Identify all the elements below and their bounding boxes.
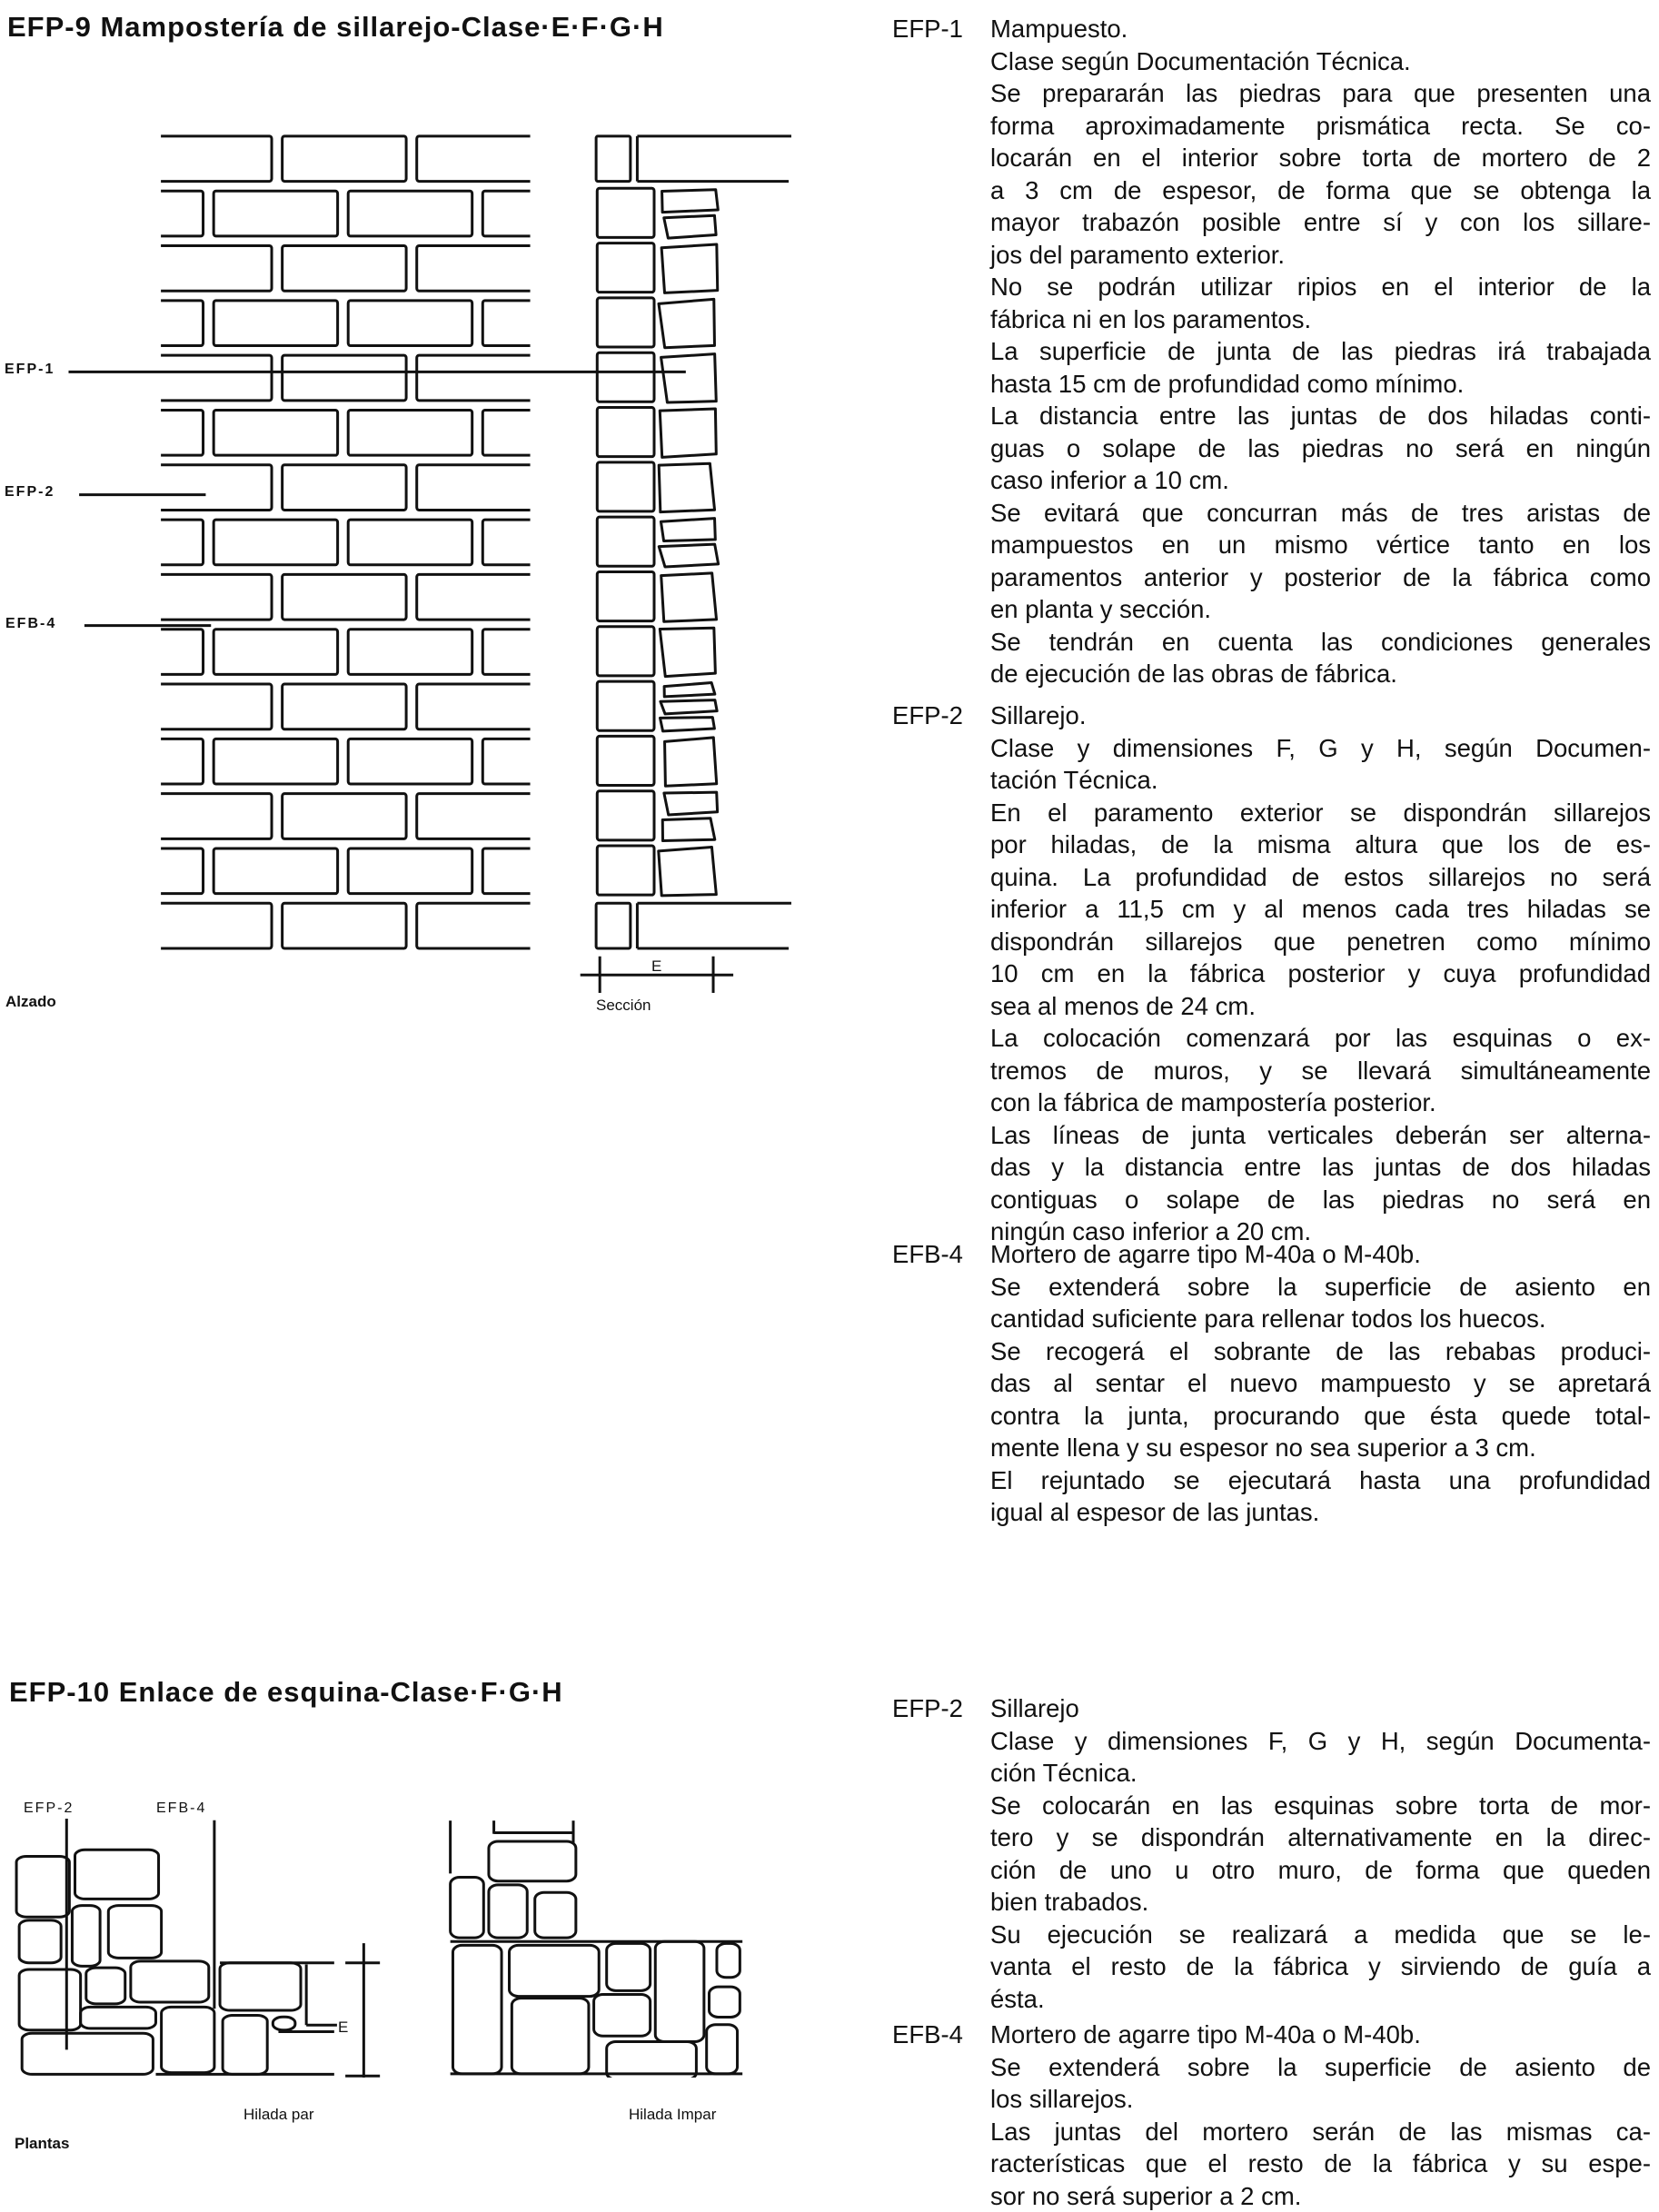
caption-seccion: Sección <box>596 997 651 1015</box>
spec-line: ningún caso inferior a 20 cm. <box>990 1215 1651 1248</box>
efp9-title: EFP-9 Mampostería de sillarejo-Clase·E·F·G·H <box>7 11 664 44</box>
spec-line: 10 cm en la fábrica posterior y cuya profundidad <box>990 957 1651 990</box>
brick <box>79 301 203 346</box>
spec-line: guas o solape de las piedras no será en ningún <box>990 432 1651 465</box>
plan-stone <box>75 1850 159 1899</box>
spec-line: Se recogerá el sobrante de las rebabas produci- <box>990 1335 1651 1368</box>
spec-line: fábrica ni en los paramentos. <box>990 303 1651 336</box>
spec-line: Las juntas del mortero serán de las mismas ca- <box>990 2116 1651 2148</box>
spec-efp-2 <box>892 699 1651 1248</box>
spec-line: tación Técnica. <box>990 764 1651 797</box>
brick <box>417 903 541 948</box>
section-ashlar <box>597 681 654 730</box>
brick <box>148 684 272 729</box>
brick <box>0 848 68 894</box>
spec-line: Se colocarán en las esquinas sobre torta de mor- <box>990 1790 1651 1822</box>
spec-line: contra la junta, procurando que ésta quede total- <box>990 1400 1651 1433</box>
plan-stone <box>707 2025 738 2074</box>
spec-line: bien trabados. <box>990 1886 1651 1919</box>
plan-stone <box>273 2017 295 2029</box>
plan-stone <box>451 1878 484 1939</box>
section-stone <box>659 463 714 511</box>
spec-line: mampuestos en un mismo vértice tanto en los <box>990 529 1651 561</box>
brick <box>148 903 272 948</box>
spec-line: por hiladas, de la misma altura que los de es- <box>990 828 1651 861</box>
brick <box>417 684 541 729</box>
brick <box>348 520 472 565</box>
spec-line: de ejecución de las obras de fábrica. <box>990 658 1651 690</box>
plan-stone <box>19 1969 81 2030</box>
brick <box>14 794 137 839</box>
brick <box>348 191 472 236</box>
plan-stone <box>223 2015 267 2074</box>
spec-efb-4 <box>892 2019 1651 2212</box>
section-ashlar <box>597 243 654 293</box>
section-stone <box>659 299 714 347</box>
plan-label-efp2: EFP-2 <box>24 1800 74 1817</box>
spec-line: sea al menos de 24 cm. <box>990 990 1651 1023</box>
spec-line: tero y se dispondrán alternativamente en la direc- <box>990 1821 1651 1854</box>
spec-line: ción Técnica. <box>990 1757 1651 1790</box>
plan-stone <box>607 2041 697 2078</box>
brick <box>348 630 472 675</box>
brick <box>482 191 606 236</box>
brick <box>348 848 472 894</box>
spec-line: dispondrán sillarejos que penetren como mínimo <box>990 926 1651 958</box>
brick <box>417 246 541 292</box>
brick <box>0 191 68 236</box>
brick <box>214 739 337 784</box>
drawing-line <box>451 1841 740 2078</box>
plan-stone <box>108 1906 161 1959</box>
plan-hilada-impar <box>445 1817 745 2078</box>
spec-line: das y la distancia entre las juntas de dos hiladas <box>990 1151 1651 1184</box>
spec-line: La colocación comenzará por las esquinas o ex- <box>990 1022 1651 1055</box>
brick <box>214 520 337 565</box>
brick <box>283 465 406 511</box>
plan-stone <box>220 1963 301 2010</box>
plan-stone <box>86 1968 125 2004</box>
brick <box>0 520 68 565</box>
spec-line: paramentos anterior y posterior de la fábrica como <box>990 561 1651 594</box>
spec-efp-2 <box>892 1692 1651 2015</box>
spec-line: Se extenderá sobre la superficie de asiento de <box>990 2051 1651 2084</box>
plan-stone <box>19 1920 61 1963</box>
brick <box>283 903 406 948</box>
brick <box>214 191 337 236</box>
plan-stone <box>510 1945 600 1996</box>
brick <box>79 520 203 565</box>
spec-line: Sillarejo. <box>990 699 1651 732</box>
brick <box>214 848 337 894</box>
spec-line: La distancia entre las juntas de dos hiladas conti- <box>990 400 1651 432</box>
spec-line: Mortero de agarre tipo M-40a o M-40b. <box>990 2019 1651 2051</box>
plan-hilada-par <box>14 1819 382 2078</box>
caption-hilada-impar: Hilada Impar <box>629 2106 716 2124</box>
section-stone <box>661 573 717 621</box>
elevation-brick-wall <box>0 136 607 948</box>
spec-line: forma aproximadamente prismática recta. Se co- <box>990 110 1651 143</box>
spec-line: los sillarejos. <box>990 2083 1651 2116</box>
section-ashlar <box>597 571 654 620</box>
wall-section <box>596 136 791 948</box>
plan-stone <box>655 1941 704 2041</box>
efp9-drawing <box>0 0 818 1045</box>
spec-efp-1 <box>892 13 1651 690</box>
brick <box>14 246 137 292</box>
section-block <box>596 136 631 182</box>
plan-stone <box>594 1994 651 2036</box>
section-stone <box>661 519 715 541</box>
spec-line: Se tendrán en cuenta las condiciones generales <box>990 626 1651 659</box>
spec-code: EFP-2 <box>892 699 963 732</box>
section-stone <box>660 409 716 457</box>
brick <box>283 355 406 401</box>
section-stone <box>660 628 715 676</box>
section-ashlar <box>597 846 654 895</box>
brick <box>14 136 137 182</box>
section-ashlar <box>597 736 654 785</box>
section-stone <box>661 354 717 402</box>
spec-line: El rejuntado se ejecutará hasta una profundidad <box>990 1464 1651 1497</box>
plan-stone <box>512 1999 589 2074</box>
brick <box>482 739 606 784</box>
brick <box>14 684 137 729</box>
spec-line: jos del paramento exterior. <box>990 239 1651 272</box>
spec-code: EFP-2 <box>892 1692 963 1725</box>
brick <box>283 684 406 729</box>
brick <box>148 794 272 839</box>
brick <box>417 465 541 511</box>
brick <box>283 246 406 292</box>
spec-line: hasta 15 cm de profundidad como mínimo. <box>990 368 1651 401</box>
section-stone <box>665 738 717 786</box>
brick <box>283 574 406 620</box>
section-ashlar <box>597 517 654 566</box>
section-stone <box>664 792 718 815</box>
brick <box>148 574 272 620</box>
plan-stone <box>162 2007 214 2072</box>
dimension-label: E <box>651 957 661 976</box>
spec-line: Clase según Documentación Técnica. <box>990 45 1651 78</box>
section-ashlar <box>597 352 654 402</box>
plan-stone <box>16 1856 69 1917</box>
plan-stone <box>72 1906 100 1967</box>
label-efp2: EFP-2 <box>5 484 55 501</box>
spec-line: inferior a 11,5 cm y al menos cada tres hiladas se <box>990 893 1651 926</box>
spec-line: racterísticas que el resto de la fábrica y su espe- <box>990 2148 1651 2180</box>
spec-line: a 3 cm de espesor, de forma que se obtenga la <box>990 174 1651 207</box>
brick <box>0 630 68 675</box>
spec-code: EFB-4 <box>892 1238 963 1271</box>
spec-code: EFP-1 <box>892 13 963 45</box>
brick <box>214 410 337 455</box>
caption-hilada-par: Hilada par <box>243 2106 314 2124</box>
brick <box>0 739 68 784</box>
spec-line: ésta. <box>990 1983 1651 2016</box>
section-block <box>596 903 631 948</box>
brick <box>79 848 203 894</box>
brick <box>417 794 541 839</box>
brick <box>148 465 272 511</box>
brick <box>148 136 272 182</box>
spec-line: igual al espesor de las juntas. <box>990 1496 1651 1529</box>
brick <box>482 848 606 894</box>
spec-line: Su ejecución se realizará a medida que se le- <box>990 1919 1651 1951</box>
plan-stone <box>22 2033 153 2074</box>
brick <box>214 301 337 346</box>
brick <box>482 520 606 565</box>
spec-line: sor no será superior a 2 cm. <box>990 2180 1651 2212</box>
brick <box>14 574 137 620</box>
spec-line: Las líneas de junta verticales deberán ser alterna- <box>990 1119 1651 1152</box>
plan-stone <box>452 1945 502 2073</box>
brick <box>0 301 68 346</box>
brick <box>79 410 203 455</box>
plan-stone <box>81 2007 156 2028</box>
spec-code: EFB-4 <box>892 2019 963 2051</box>
brick <box>148 355 272 401</box>
brick <box>348 301 472 346</box>
spec-line: cantidad suficiente para rellenar todos los huecos. <box>990 1303 1651 1335</box>
plan-stone <box>489 1885 527 1938</box>
spec-line: Se evitará que concurran más de tres aristas de <box>990 497 1651 530</box>
brick <box>214 630 337 675</box>
brick <box>0 410 68 455</box>
section-ashlar <box>597 298 654 347</box>
spec-line: quina. La profundidad de estos sillarejos no será <box>990 861 1651 894</box>
brick <box>417 574 541 620</box>
section-stone <box>662 190 719 213</box>
plan-stone <box>535 1892 576 1938</box>
spec-line: Se prepararán las piedras para que presenten una <box>990 77 1651 110</box>
section-ashlar <box>597 462 654 511</box>
spec-line: mente llena y su espesor no sea superior a 3 cm. <box>990 1432 1651 1464</box>
plan-stone <box>607 1943 651 1990</box>
spec-line: mayor trabazón posible entre sí y con los sillare- <box>990 206 1651 239</box>
caption-alzado: Alzado <box>5 993 56 1011</box>
plan-label-efb4: EFB-4 <box>156 1800 206 1817</box>
spec-line: ción de uno u otro muro, de forma que queden <box>990 1854 1651 1887</box>
brick <box>482 301 606 346</box>
section-ashlar <box>597 408 654 457</box>
spec-line: Mortero de agarre tipo M-40a o M-40b. <box>990 1238 1651 1271</box>
spec-line: En el paramento exterior se dispondrán sillarejos <box>990 797 1651 829</box>
brick <box>148 246 272 292</box>
section-stone <box>661 718 715 731</box>
brick <box>348 739 472 784</box>
spec-line: La superficie de junta de las piedras irá trabajada <box>990 335 1651 368</box>
section-stone <box>662 818 715 841</box>
spec-line: das al sentar el nuevo mampuesto y se apretará <box>990 1367 1651 1400</box>
section-stone <box>659 544 718 567</box>
spec-line: caso inferior a 10 cm. <box>990 464 1651 497</box>
section-ashlar <box>597 188 654 237</box>
spec-line: contiguas o solape de las piedras no será en <box>990 1184 1651 1216</box>
efp10-title: EFP-10 Enlace de esquina-Clase·F·G·H <box>9 1676 563 1709</box>
plan-stone <box>717 1943 740 1977</box>
brick <box>79 630 203 675</box>
plan-dimension-label: E <box>338 2019 348 2037</box>
spec-line: con la fábrica de mampostería posterior. <box>990 1086 1651 1119</box>
brick <box>348 410 472 455</box>
brick <box>482 410 606 455</box>
brick <box>79 739 203 784</box>
spec-line: vanta el resto de la fábrica y sirviendo de guía a <box>990 1950 1651 1983</box>
spec-line: Mampuesto. <box>990 13 1651 45</box>
section-stone <box>661 700 717 714</box>
spec-line: No se podrán utilizar ripios en el interior de la <box>990 271 1651 303</box>
spec-line: Sillarejo <box>990 1692 1651 1725</box>
spec-line: locarán en el interior sobre torta de mortero de 2 <box>990 142 1651 174</box>
plan-stone <box>131 1961 209 2002</box>
caption-plantas: Plantas <box>15 2135 69 2153</box>
spec-efb-4 <box>892 1238 1651 1529</box>
spec-line: Clase y dimensiones F, G y H, según Documenta- <box>990 1725 1651 1758</box>
section-stone <box>659 848 717 896</box>
brick <box>79 191 203 236</box>
plan-stone <box>489 1841 576 1881</box>
section-ashlar <box>597 791 654 840</box>
spec-line: en planta y sección. <box>990 593 1651 626</box>
brick <box>482 630 606 675</box>
section-stone <box>661 244 718 293</box>
section-stone <box>664 215 716 238</box>
section-stone <box>664 683 715 697</box>
spec-line: tremos de muros, y se llevará simultáneamente <box>990 1055 1651 1087</box>
brick <box>417 355 541 401</box>
section-ashlar <box>597 627 654 676</box>
brick <box>283 794 406 839</box>
plan-stone <box>710 1987 740 2017</box>
brick <box>417 136 541 182</box>
label-efb4: EFB-4 <box>5 616 56 632</box>
label-efp1: EFP-1 <box>5 362 55 378</box>
brick <box>14 903 137 948</box>
spec-line: Se extenderá sobre la superficie de asiento en <box>990 1271 1651 1304</box>
spec-line: Clase y dimensiones F, G y H, según Documen- <box>990 732 1651 765</box>
brick <box>283 136 406 182</box>
